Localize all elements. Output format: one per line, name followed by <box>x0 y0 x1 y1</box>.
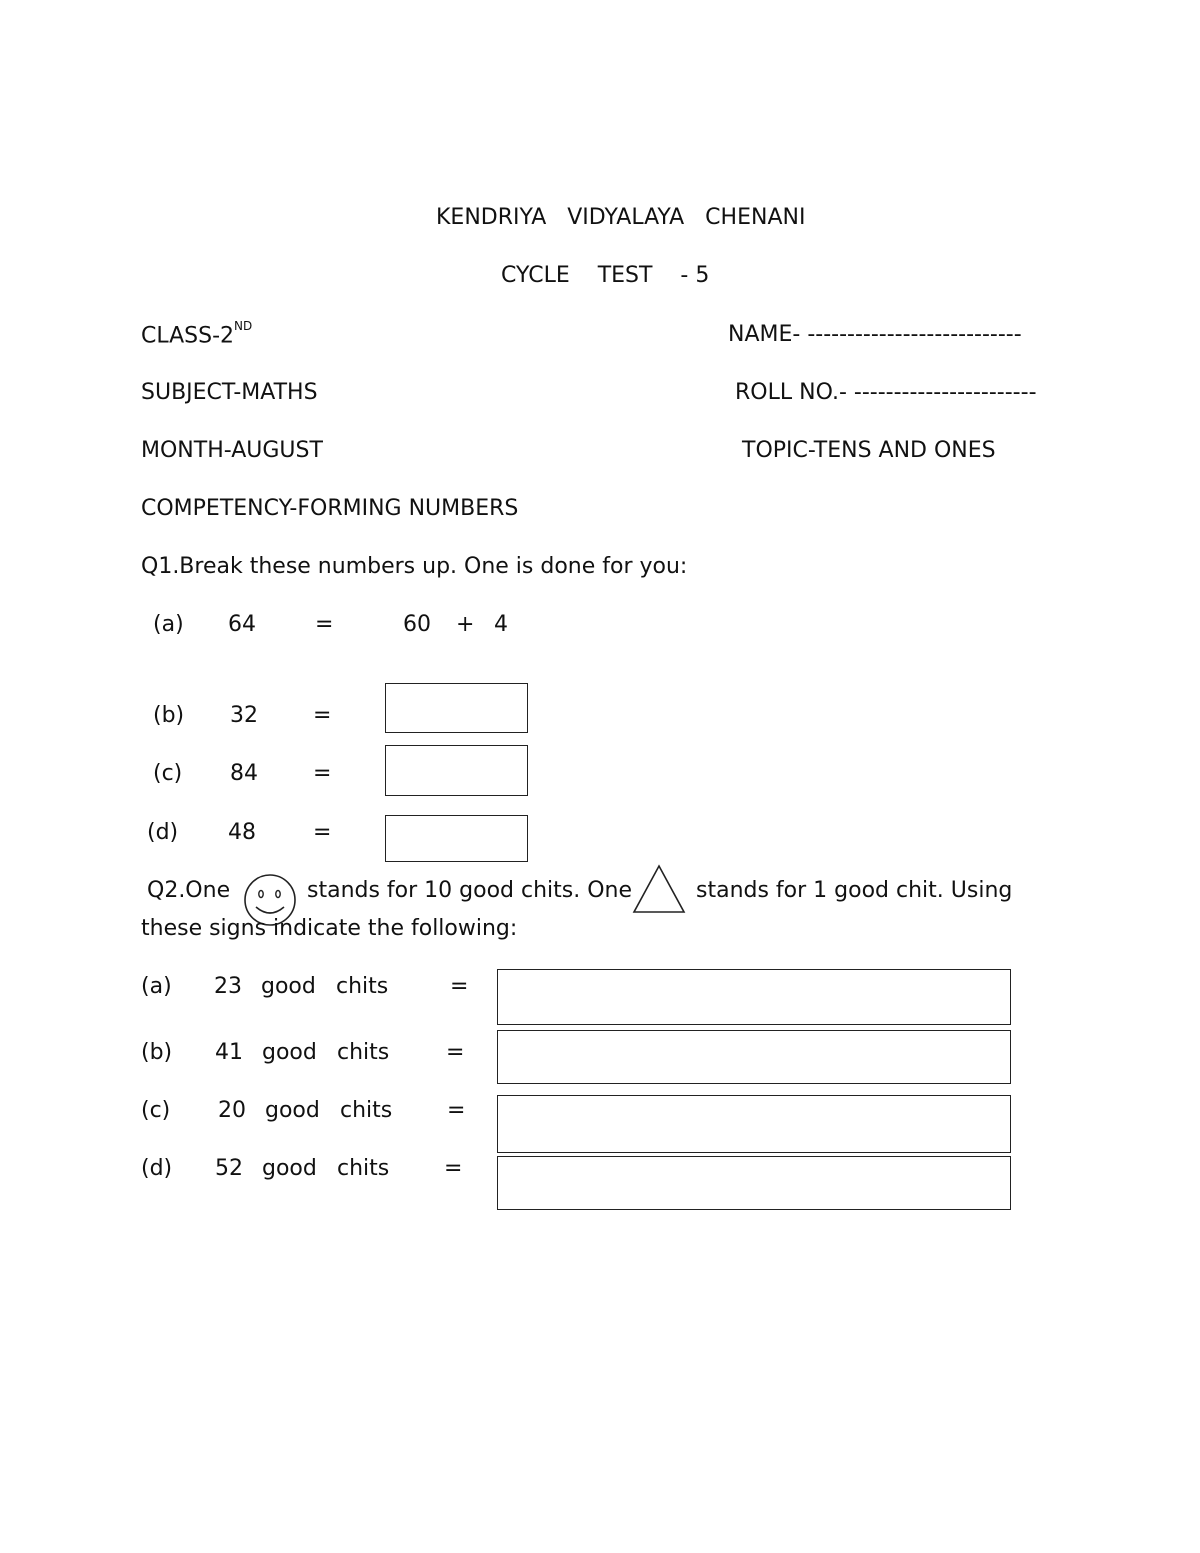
q2-item-word-chits: chits <box>340 1098 393 1123</box>
q1-item-equals: = <box>313 820 332 845</box>
q1-answer-box-b[interactable] <box>385 683 528 733</box>
q1-example-equals: = <box>315 612 334 637</box>
q1-item-number: 84 <box>230 761 258 786</box>
q2-answer-box-c[interactable] <box>497 1095 1011 1153</box>
q2-question-part2: stands for 10 good chits. One <box>307 878 633 903</box>
q2-item-label: (b) <box>141 1040 173 1065</box>
q1-item-equals: = <box>313 761 332 786</box>
q2-item-word-chits: chits <box>337 1156 390 1181</box>
q2-item-word-good: good <box>262 1156 317 1181</box>
q2-item-word-chits: chits <box>336 974 389 999</box>
q2-item-equals: = <box>447 1098 466 1123</box>
q1-item-number: 32 <box>230 703 258 728</box>
q2-item-number: 20 <box>218 1098 246 1123</box>
q2-answer-box-a[interactable] <box>497 969 1011 1025</box>
q2-item-label: (c) <box>141 1098 171 1123</box>
competency-label: COMPETENCY-FORMING NUMBERS <box>141 496 519 521</box>
q1-item-label: (c) <box>153 761 183 786</box>
name-field[interactable]: NAME- --------------------------- <box>728 322 1022 347</box>
q2-item-word-good: good <box>265 1098 320 1123</box>
q1-item-equals: = <box>313 703 332 728</box>
q2-item-word-good: good <box>262 1040 317 1065</box>
q1-question: Q1.Break these numbers up. One is done for you: <box>141 554 688 579</box>
month-label: MONTH-AUGUST <box>141 438 323 463</box>
q1-answer-box-c[interactable] <box>385 745 528 796</box>
school-title: KENDRIYA VIDYALAYA CHENANI <box>436 205 806 230</box>
q1-example-plus: + <box>456 612 475 637</box>
q2-item-number: 41 <box>215 1040 243 1065</box>
q2-item-word-good: good <box>261 974 316 999</box>
class-label <box>141 319 253 349</box>
q1-example-ones: 4 <box>494 612 508 637</box>
q2-question-part1: Q2.One <box>147 878 231 903</box>
q1-example-tens: 60 <box>403 612 431 637</box>
q2-item-label: (d) <box>141 1156 173 1181</box>
q1-item-number: 48 <box>228 820 256 845</box>
q1-example-label: (a) <box>153 612 184 637</box>
q2-question-part3: stands for 1 good chit. Using <box>696 878 1013 903</box>
q2-item-number: 23 <box>214 974 242 999</box>
triangle-icon <box>632 864 686 914</box>
q2-item-equals: = <box>450 974 469 999</box>
topic-label: TOPIC-TENS AND ONES <box>742 438 996 463</box>
q2-answer-box-d[interactable] <box>497 1156 1011 1210</box>
q2-question-line2: these signs indicate the following: <box>141 916 518 941</box>
class-text: CLASS-2 <box>141 323 235 349</box>
q1-answer-box-d[interactable] <box>385 815 528 862</box>
roll-number-field[interactable]: ROLL NO.- ----------------------- <box>735 380 1037 405</box>
q1-item-label: (d) <box>147 820 179 845</box>
q1-example-number: 64 <box>228 612 256 637</box>
subject-label: SUBJECT-MATHS <box>141 380 318 405</box>
q2-item-equals: = <box>446 1040 465 1065</box>
class-superscript: ND <box>234 319 253 333</box>
q2-item-number: 52 <box>215 1156 243 1181</box>
q2-item-label: (a) <box>141 974 172 999</box>
q2-answer-box-b[interactable] <box>497 1030 1011 1084</box>
q2-item-equals: = <box>444 1156 463 1181</box>
q1-item-label: (b) <box>153 703 185 728</box>
test-title: CYCLE TEST - 5 <box>501 263 710 288</box>
q2-item-word-chits: chits <box>337 1040 390 1065</box>
